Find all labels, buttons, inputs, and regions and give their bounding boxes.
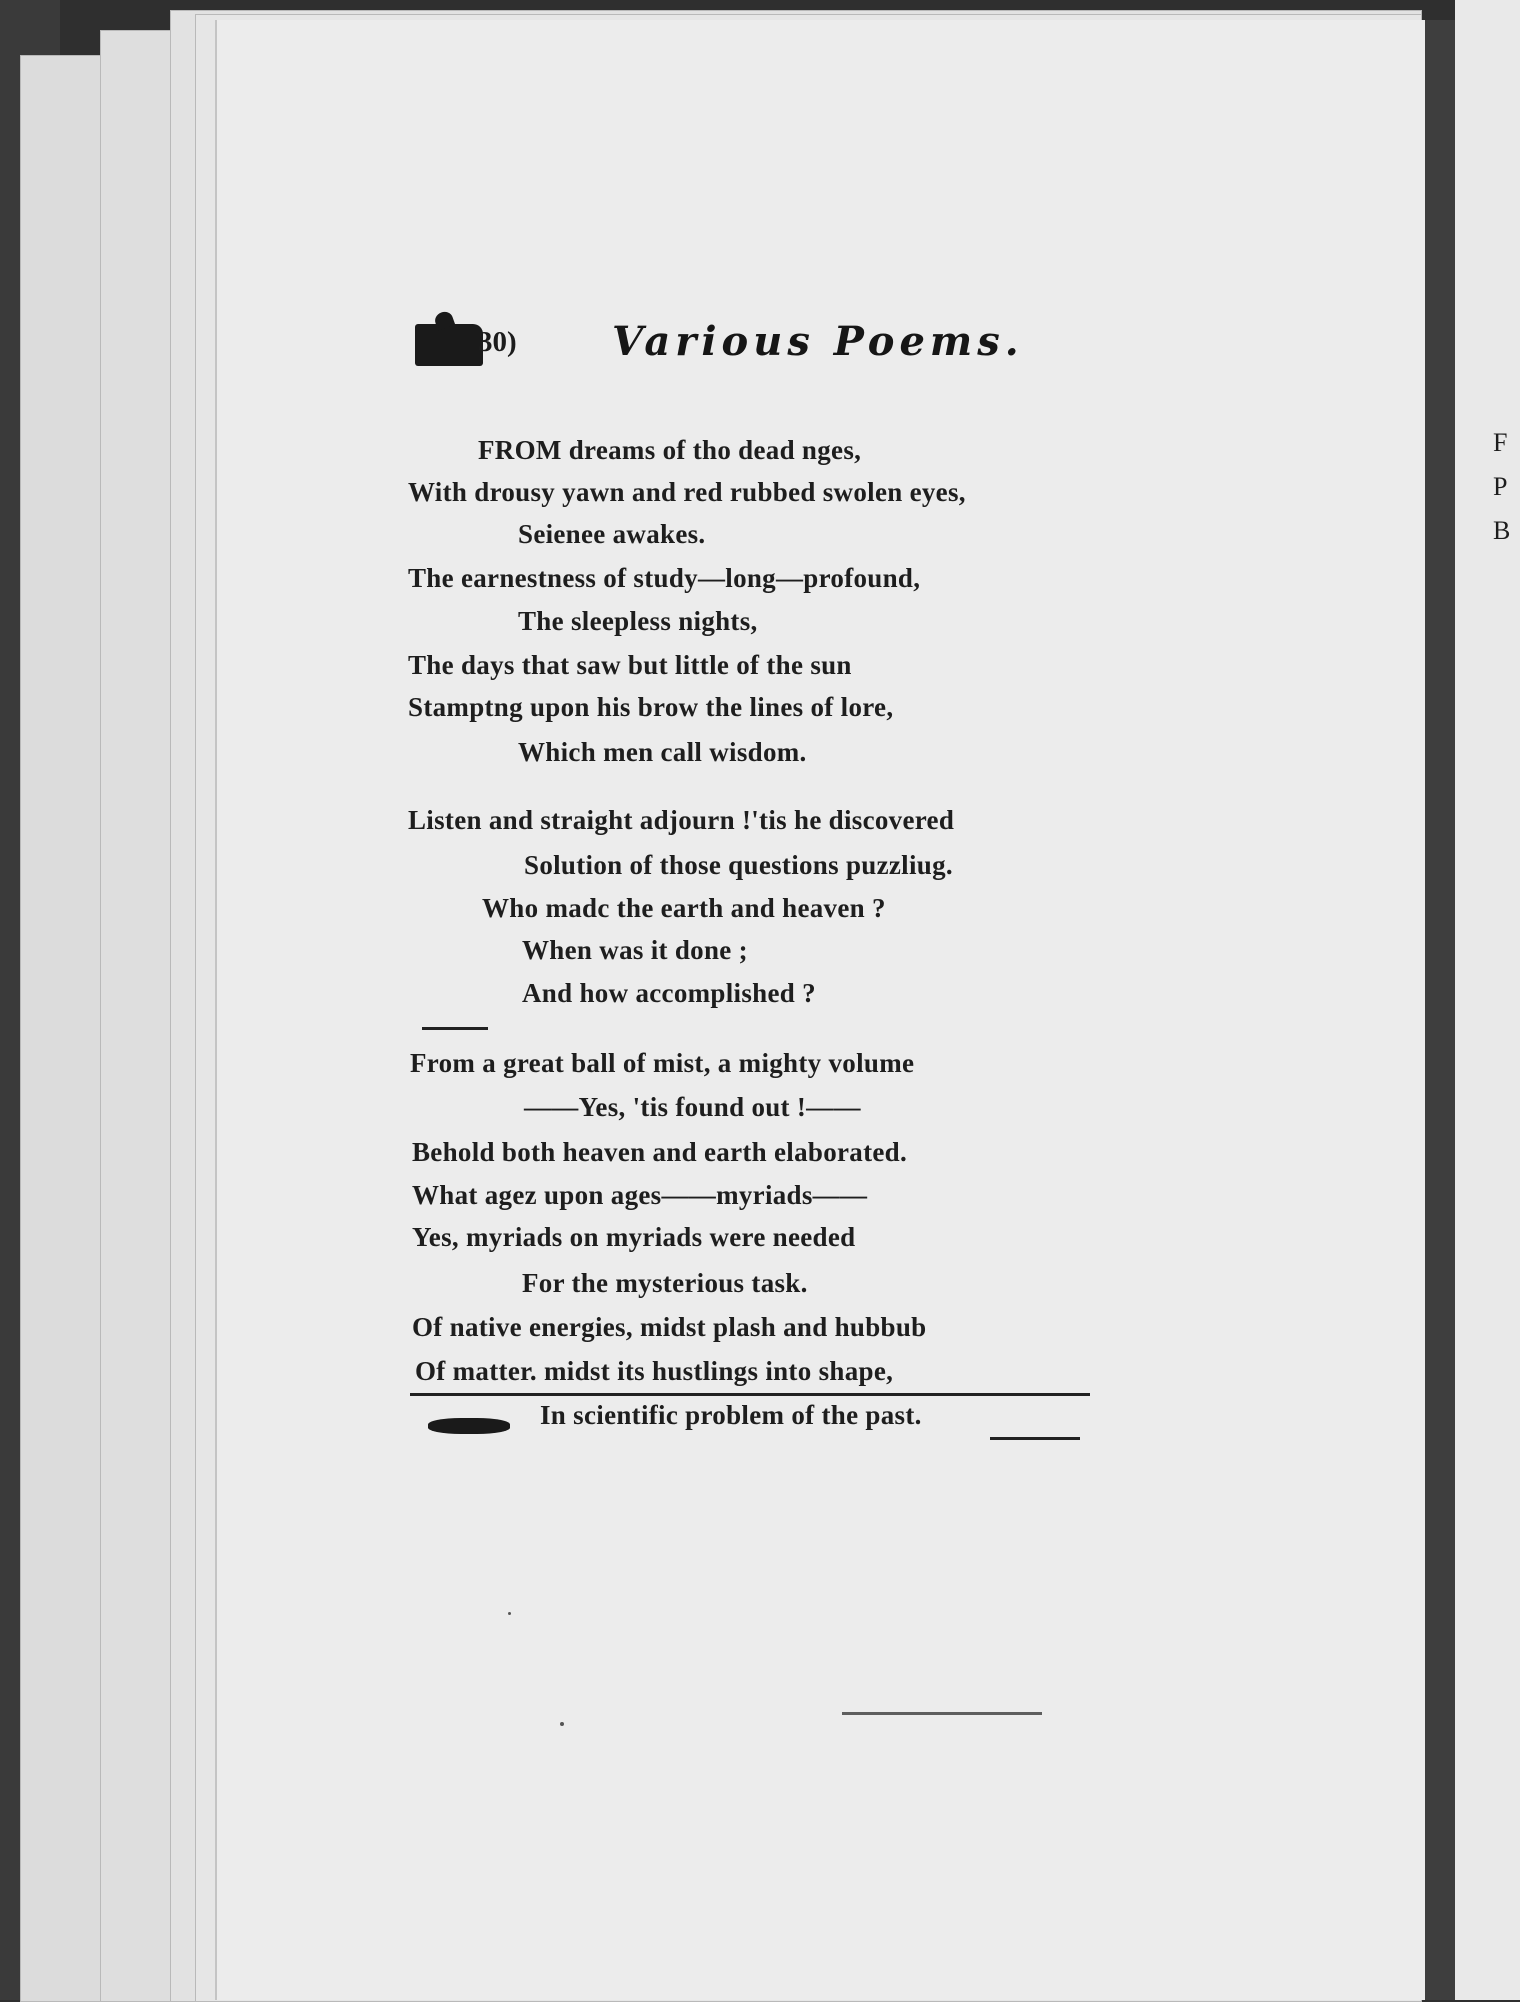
poem-line: Yes, myriads on myriads were needed bbox=[412, 1222, 856, 1252]
ink-speck bbox=[508, 1612, 511, 1615]
poem-line: Who madc the earth and heaven ? bbox=[482, 893, 886, 923]
book-page bbox=[215, 20, 1427, 2000]
printer-ornament-icon bbox=[415, 324, 483, 366]
poem-line: And how accomplished ? bbox=[522, 978, 816, 1008]
poem-line: Of native energies, midst plash and hubbub bbox=[412, 1312, 927, 1342]
page-number: 30) bbox=[478, 326, 517, 358]
poem-line: Listen and straight adjourn !'tis he discovered bbox=[408, 805, 955, 835]
poem-line: The sleepless nights, bbox=[518, 606, 758, 636]
facing-page-letter: B bbox=[1493, 516, 1511, 545]
poem-line: The days that saw but little of the sun bbox=[408, 650, 852, 680]
ink-speck bbox=[560, 1722, 564, 1726]
poem-line: Behold both heaven and earth elaborated. bbox=[412, 1137, 908, 1167]
ink-smudge bbox=[428, 1418, 510, 1434]
underline-rule bbox=[410, 1393, 1090, 1396]
poem-line: Of matter. midst its hustlings into shape, bbox=[415, 1356, 894, 1386]
dotted-rule bbox=[842, 1712, 1042, 1715]
poem-line: Which men call wisdom. bbox=[518, 737, 807, 767]
underline-rule bbox=[990, 1437, 1080, 1440]
facing-page-letter: F bbox=[1493, 428, 1508, 457]
poem-line: Solution of those questions puzzliug. bbox=[524, 850, 953, 880]
poem-line: From a great ball of mist, a mighty volume bbox=[410, 1048, 915, 1078]
poem-line: When was it done ; bbox=[522, 935, 748, 965]
section-rule bbox=[422, 1027, 488, 1030]
poem-line: ——Yes, 'tis found out !—— bbox=[524, 1092, 861, 1122]
poem-line: Seienee awakes. bbox=[518, 519, 706, 549]
facing-page-letter: P bbox=[1493, 472, 1508, 501]
poem-line: For the mysterious task. bbox=[522, 1268, 808, 1298]
running-head: Various Poems. bbox=[612, 318, 1024, 365]
poem-line: What agez upon ages——myriads—— bbox=[412, 1180, 868, 1210]
poem-line: The earnestness of study—long—profound, bbox=[408, 563, 921, 593]
poem-line: FROM dreams of tho dead nges, bbox=[478, 435, 862, 465]
poem-line: With drousy yawn and red rubbed swolen eyes, bbox=[408, 477, 966, 507]
poem-line: Stamptng upon his brow the lines of lore, bbox=[408, 692, 894, 722]
poem-line: In scientific problem of the past. bbox=[540, 1400, 922, 1430]
facing-page bbox=[1455, 0, 1520, 2000]
book-gutter bbox=[1425, 20, 1455, 2000]
